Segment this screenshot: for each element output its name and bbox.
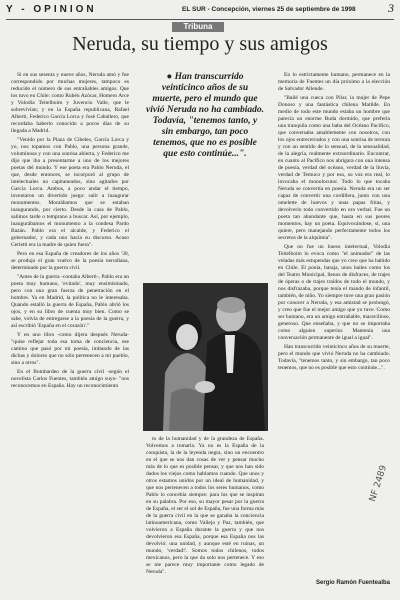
paragraph: "Bailé una cueca con Pilar, la mujer de Pepe Donoso y una fantástica chilena Matilde. En medio de todo este mundo estaba un hombre que parecía un enorme Buda dormido, que prefería una tranquila como una baba del Océano Pacífico, que conversaba amablemente con nosotros, con los ojos entrecerrados y con una sonrisa de ternura y con un sentido de lo sensual, de la sensualidad, de la alegría, realmente extraordinario. Encontrar, en cuanto al Pacífico nos abrigara con una intensa de poesía, verdad del océano, verdad de la lluvia, verdad de Temuco y por eso, su voz era real, lo invocaba el monolocutor. Todo lo que tocaba Neruda se convertía en poesía. Neruda era un ser capaz de convertir una cordillera, junto con una omelette de huevos y unas papas fritas, y devolverlo todo convertido en oro verbal. Fue un poeta tan abundante que, hasta en sus peores momentos, hay un poeta. Equivocándose, sí, una quiere, pero manejando perfectamente todos los secretos de la alquimia".: [278, 95, 390, 241]
paragraph: "Antes de la guerra -contaba Alberti-, Pablo era un poeta muy humano, 'evitado', muy ensimismado, pero con una gran fuerza de penetración en el hombre. Ya en Madrid, la política no le interesaba. Quando estalló la guerra de España, Pablo abrió los ojos, y en su libro de cuenta muy bien. Como se sabe, volvía de entregarse a la poesía de la guerra, y así escribió 'España en el corazón'.": [11, 274, 129, 329]
paragraph: to de la humanidad y de la grandeza de España. Volvemos a tomarla. Ya no es la España de la conquista, la de la leyenda negra, sino un encuentro en el que se nos dan cosas de ver y pensar mucho más de lo que es posible pensar, y que nos han sido dados los viejos como hablamos cuando. Que unos y otros estamos unidos por un ideal de humanidad, y que nos pertenecen a todos los seres humanos, como Pablo lo concebía siempre: para los que se inspiran en su palabra. Por eso, su mayor pesar por la guerra de España, el ser el sol de España, fue una forma más de la guerra civil en la que se ganaba la conciencia latinoamericana, como Vallejo y Paz, también, que volvieron a España durante la guerra y que nos devolvieron esa España, porque esa España nos las devolvió: una unidad, y aunque esté en ruinas, un mundo, 'verdad!'. Somos todos chilenos, todos mexicanos, pero la que da solo nos pertenece. Y eso se me parece muy importante como legado de Neruda".: [146, 436, 264, 575]
pull-quote-text: Han transcurrido veinticinco años de su muerte, pero el mundo que vivió Neruda no ha cambiado. Todavía, "tenemos tanto, y sin embargo, tan poco tenemos, que no es posible que esto continúe...".: [146, 72, 264, 159]
paragraph: Pero en esa España de creadores de los años '30, se produjo el gran vuelco de la poesía nerudiana, determinado por la guerra civil.: [11, 251, 129, 271]
section-label: Y - OPINION: [6, 4, 97, 15]
article-column-1: [11, 72, 129, 592]
paragraph: "Venido por la Plaza de Cibeles, García Lorca y yo, nos topamos con Pablo, una persona grande, voluminosa y con una sonrisa abierta, y Federico me dijo que iba a presentarme a uno de los mejores poetas del mundo. Y ese poeta era Pablo Neruda, el que, desde entonces, se incorporó al grupo de intelectuales no capitaneados, sino agitados por García Lorca. Ambos, a poco andar el tiempo, inventaron un divertido juego: salir a inaugurar monumentos. Montábamos que se estaban inaugurando, por cierto. Desde la casa de Pablo, salimos tarde o temprano a buscar. Así, por ejemplo, inaugurábamos el monumento a la condesa Pardo Bazán. Pablo era el alcalde, y Federico el gobernador, y cada uno hacía su discurso. Acaso Cerletti era la madre de quien fuera".: [11, 137, 129, 248]
kicker-label: Tribuna: [172, 22, 224, 32]
page-number: 3: [388, 1, 394, 15]
photo: [143, 283, 268, 431]
paragraph: En lo estrictamente humano, permanece en la memoria de Fuentes un día próximo a la elección de Salvador Allende.: [278, 72, 390, 92]
paragraph: En el Bombardeo de la guerra civil -según el novelista Carlos Fuentes, también amigo suyo- "nos reconocemos en España. Hay un reconocimiento: [11, 369, 129, 389]
pull-quote: [146, 72, 264, 280]
byline: Sergio Ramón Fuentealba: [315, 580, 390, 586]
masthead: EL SUR - Concepción, viernes 25 de septiembre de 1998: [182, 6, 356, 13]
paragraph: Han transcurrido veinticinco años de su muerte, pero el mundo que vivió Neruda no ha cambiado. Todavía, "tenemos tanto, y sin embargo, tan poco tenemos, que no es posible que esto continúe...".: [278, 344, 390, 371]
page-header: [6, 3, 394, 20]
paragraph: Y en uno libro -como dijera después Neruda- "quise reflejar toda esa toma de conciencia, ese camino que pasó por mi poesía, imitando de las dichas y dolores que no sólo pertenecen a mi pueblo, sino a otros".: [11, 332, 129, 366]
bullet-icon: ●: [166, 72, 175, 82]
article-column-2: [146, 436, 264, 596]
paragraph: Si en sus sesenta y nueve años, Neruda amó y fue correspondido por muchas mujeres, tampoco es reducido el número de sus entrañables amigos. Que los tuvo en Chile: como Rubén Azócar, Homero Arce y Volodia Teitelboim y Juvencio Valle, que le sobrevivían; y en la España republicana, Rafael Alberti, Federico García Lorca y José Caballero, que recordaba haberlo conocido a pocos días de su llegada a Madrid.: [11, 72, 129, 134]
photo-image: [143, 283, 268, 431]
handwritten-archive-note: NF 2489: [368, 464, 390, 504]
headline: Neruda, su tiempo y sus amigos: [72, 33, 328, 55]
paragraph: Que no fue un hueso intelectual, Volodia Teitelboim lo evoca como "el animador" de las veladas más estupendas que yo creo que ha habido en Chile. El ponía, baraja, unos bailes como los del Teatro Municipal, llenos de disfraces, de trajes de óperas o de trajes traídos de todo el mundo, y nos disfrazaba, porque tenía el mando de infantil, también, de niño. Yo siempre tuve una gran pasión por conocer a Neruda, y esa amistad se prolongó, y creo que fue el mejor amigo que yo tuve. Como ser humano, era un amigo entrañable, maravilloso, generoso. Que enseñaba, y que no se importaba como alguien superior. Mantenía una conversación permanente de igual a igual".: [278, 244, 390, 341]
